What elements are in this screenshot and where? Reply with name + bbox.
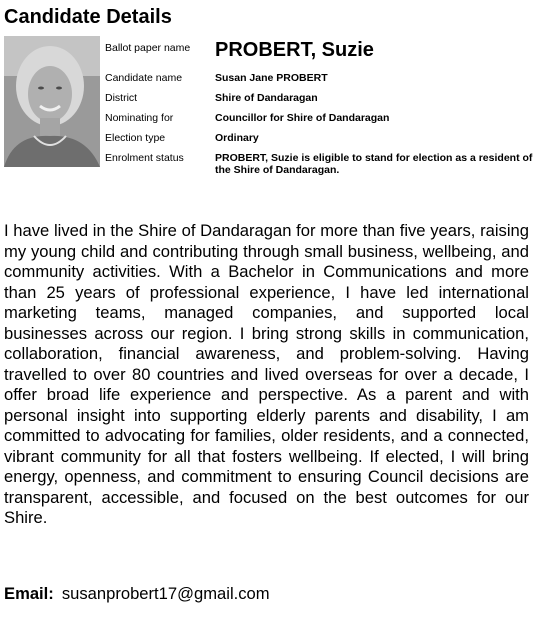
nominating-value: Councillor for Shire of Dandaragan [215, 112, 390, 124]
ballot-row [105, 38, 550, 72]
enrolment-row [105, 152, 550, 176]
district-value: Shire of Dandaragan [215, 92, 318, 104]
email-line [4, 584, 270, 604]
nominating-label: Nominating for [105, 112, 174, 124]
candidate-row [105, 72, 550, 92]
district-label: District [105, 92, 138, 104]
ballot-name: PROBERT, Suzie [215, 39, 374, 61]
candidate-portrait-icon [4, 36, 100, 167]
candidate-photo [4, 36, 100, 167]
election-type-label: Election type [105, 132, 166, 144]
email-address: susanprobert17@gmail.com [61, 584, 270, 603]
candidate-details-table [105, 38, 550, 176]
election-type-value: Ordinary [215, 132, 259, 144]
nominating-row [105, 112, 550, 132]
enrolment-value: PROBERT, Suzie is eligible to stand for election as a resident of the Shire of Dandaragan. [215, 152, 533, 176]
email-label: Email: [4, 584, 54, 603]
candidate-name: Susan Jane PROBERT [215, 72, 328, 84]
district-row [105, 92, 550, 112]
candidate-label: Candidate name [105, 72, 183, 84]
enrolment-label: Enrolment status [105, 152, 184, 164]
page-title: Candidate Details [4, 6, 172, 28]
ballot-label: Ballot paper name [105, 42, 191, 54]
candidate-statement: I have lived in the Shire of Dandaragan for more than five years, raising my young child and contributing through small business, wellbeing, and community activities. With a Bachelor in Communications and more than 25 years of professional experience, I have led international marketing teams, managed companies, and supported local businesses across our region. I bring strong skills in communication, collaboration, financial awareness, and problem-solving. Having travelled to over 80 countries and lived overseas for over a decade, I offer broad life experience and perspective. As a parent and with personal insight into supporting elderly parents and disability, I am committed to advocating for families, older residents, and a connected, vibrant community for all that fosters wellbeing. If elected, I will bring energy, openness, and commitment to ensuring Council decisions are transparent, accessible, and focused on the best outcomes for our Shire. [4, 221, 529, 527]
election-type-row [105, 132, 550, 152]
